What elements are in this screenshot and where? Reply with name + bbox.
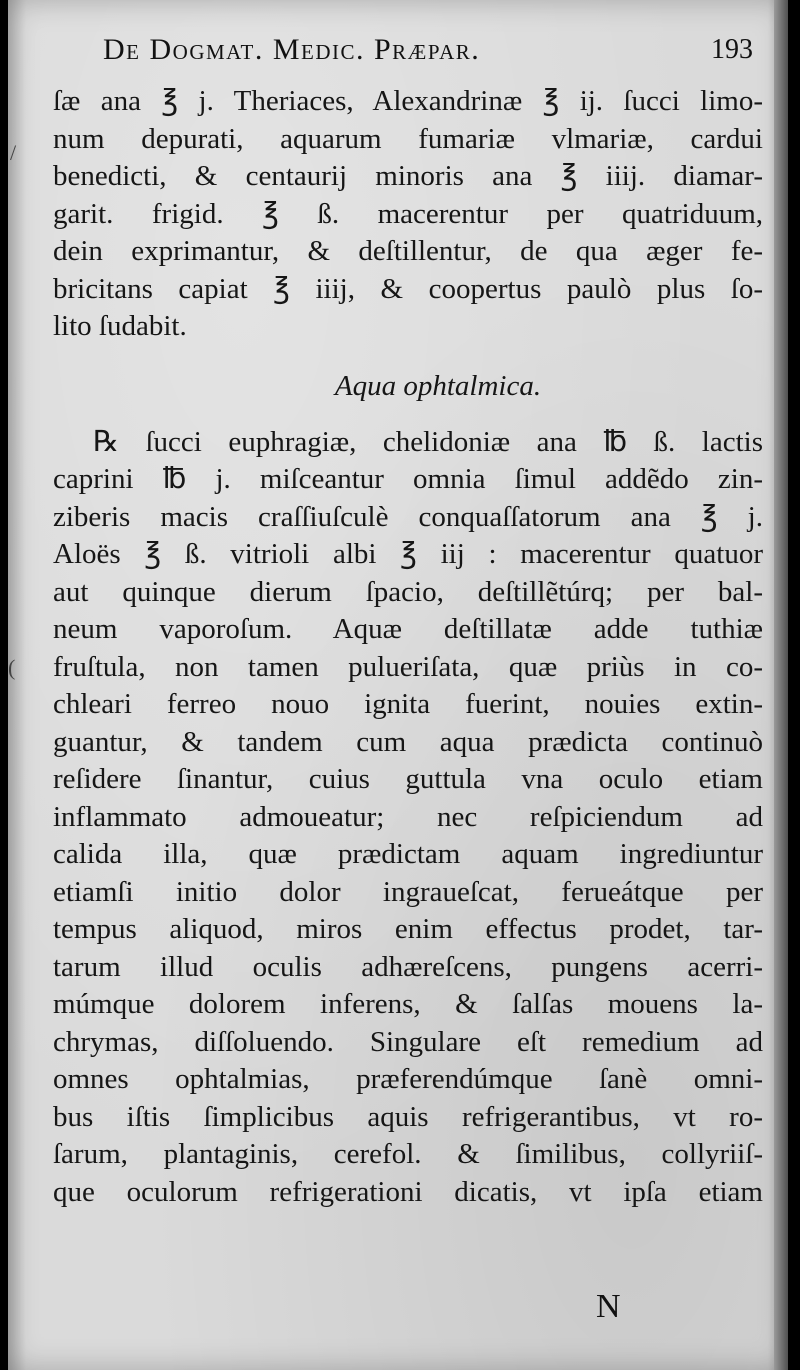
text-line: neum vaporoſum. Aquæ deſtillatæ adde tuthiæ: [53, 613, 763, 645]
section-heading: Aqua ophtalmica.: [334, 369, 542, 402]
text-line: ſæ ana ℥ j. Theriaces, Alexandrinæ ℥ ij. ſucci limo-: [53, 85, 763, 117]
running-head-title: De Dogmat. Medic. Præpar.: [103, 33, 481, 66]
text-line: omnes ophtalmias, præferendúmque ſanè omni-: [53, 1063, 763, 1095]
paragraph-2: [53, 424, 763, 1212]
text-line: ℞ ſucci euphragiæ, chelidoniæ ana ℔ ß. lactis: [93, 425, 763, 458]
text-line: que oculorum refrigerationi dicatis, vt ipſa etiam: [53, 1175, 763, 1208]
text-line: caprini ℔ j. miſceantur omnia ſimul addẽdo zin-: [53, 463, 763, 495]
text-line: garit. frigid. ℥ ß. macerentur per quatriduum,: [53, 197, 763, 230]
text-line: múmque dolorem inferens, & ſalſas mouens la-: [53, 988, 763, 1020]
text-line: ſarum, plantaginis, cerefol. & ſimilibus, collyriiſ-: [53, 1138, 763, 1170]
page-number: 193: [711, 34, 753, 65]
text-line: guantur, & tandem cum aqua prædicta continuò: [53, 725, 763, 758]
text-line: inflammato admoueatur; nec reſpiciendum ad: [53, 800, 763, 833]
margin-mark: (: [8, 655, 16, 680]
running-head: [103, 30, 753, 70]
paragraph-1: [53, 83, 763, 346]
main-text: [53, 83, 763, 1211]
text-line: calida illa, quæ prædictam aquam ingrediuntur: [53, 838, 763, 870]
margin-mark: /: [10, 140, 17, 165]
text-line: reſidere ſinantur, cuius guttula vna oculo etiam: [53, 763, 763, 795]
text-line: chleari ferreo nouo ignita fuerint, nouies extin-: [53, 688, 763, 720]
book-page: [8, 0, 788, 1370]
text-line: aut quinque dierum ſpacio, deſtillẽtúrq; per bal-: [53, 575, 763, 608]
text-line: ziberis macis craſſiuſculè conquaſſatorum ana ℥ j.: [53, 500, 763, 533]
text-line: tarum illud oculis adhæreſcens, pungens acerri-: [53, 950, 763, 983]
text-line: lito ſudabit.: [53, 310, 187, 342]
text-line: etiamſi initio dolor ingraueſcat, ferueátque per: [53, 875, 763, 908]
signature-mark: N: [596, 1288, 621, 1325]
text-line: Aloës ℥ ß. vitrioli albi ℥ iij : macerentur quatuor: [53, 538, 763, 570]
text-line: chrymas, diſſoluendo. Singulare eſt remedium ad: [53, 1025, 763, 1058]
text-line: fruſtula, non tamen pulueriſata, quæ priùs in co-: [53, 650, 763, 683]
text-line: dein exprimantur, & deſtillentur, de qua æger fe-: [53, 235, 763, 267]
text-line: tempus aliquod, miros enim effectus prodet, tar-: [53, 913, 763, 945]
text-line: num depurati, aquarum fumariæ vlmariæ, cardui: [53, 122, 763, 155]
text-line: bus iſtis ſimplicibus aquis refrigerantibus, vt ro-: [53, 1100, 763, 1133]
text-line: benedicti, & centaurij minoris ana ℥ iiij. diamar-: [53, 160, 763, 192]
text-line: bricitans capiat ℥ iiij, & coopertus paulò plus ſo-: [53, 272, 763, 305]
page-edge: [774, 0, 788, 1370]
